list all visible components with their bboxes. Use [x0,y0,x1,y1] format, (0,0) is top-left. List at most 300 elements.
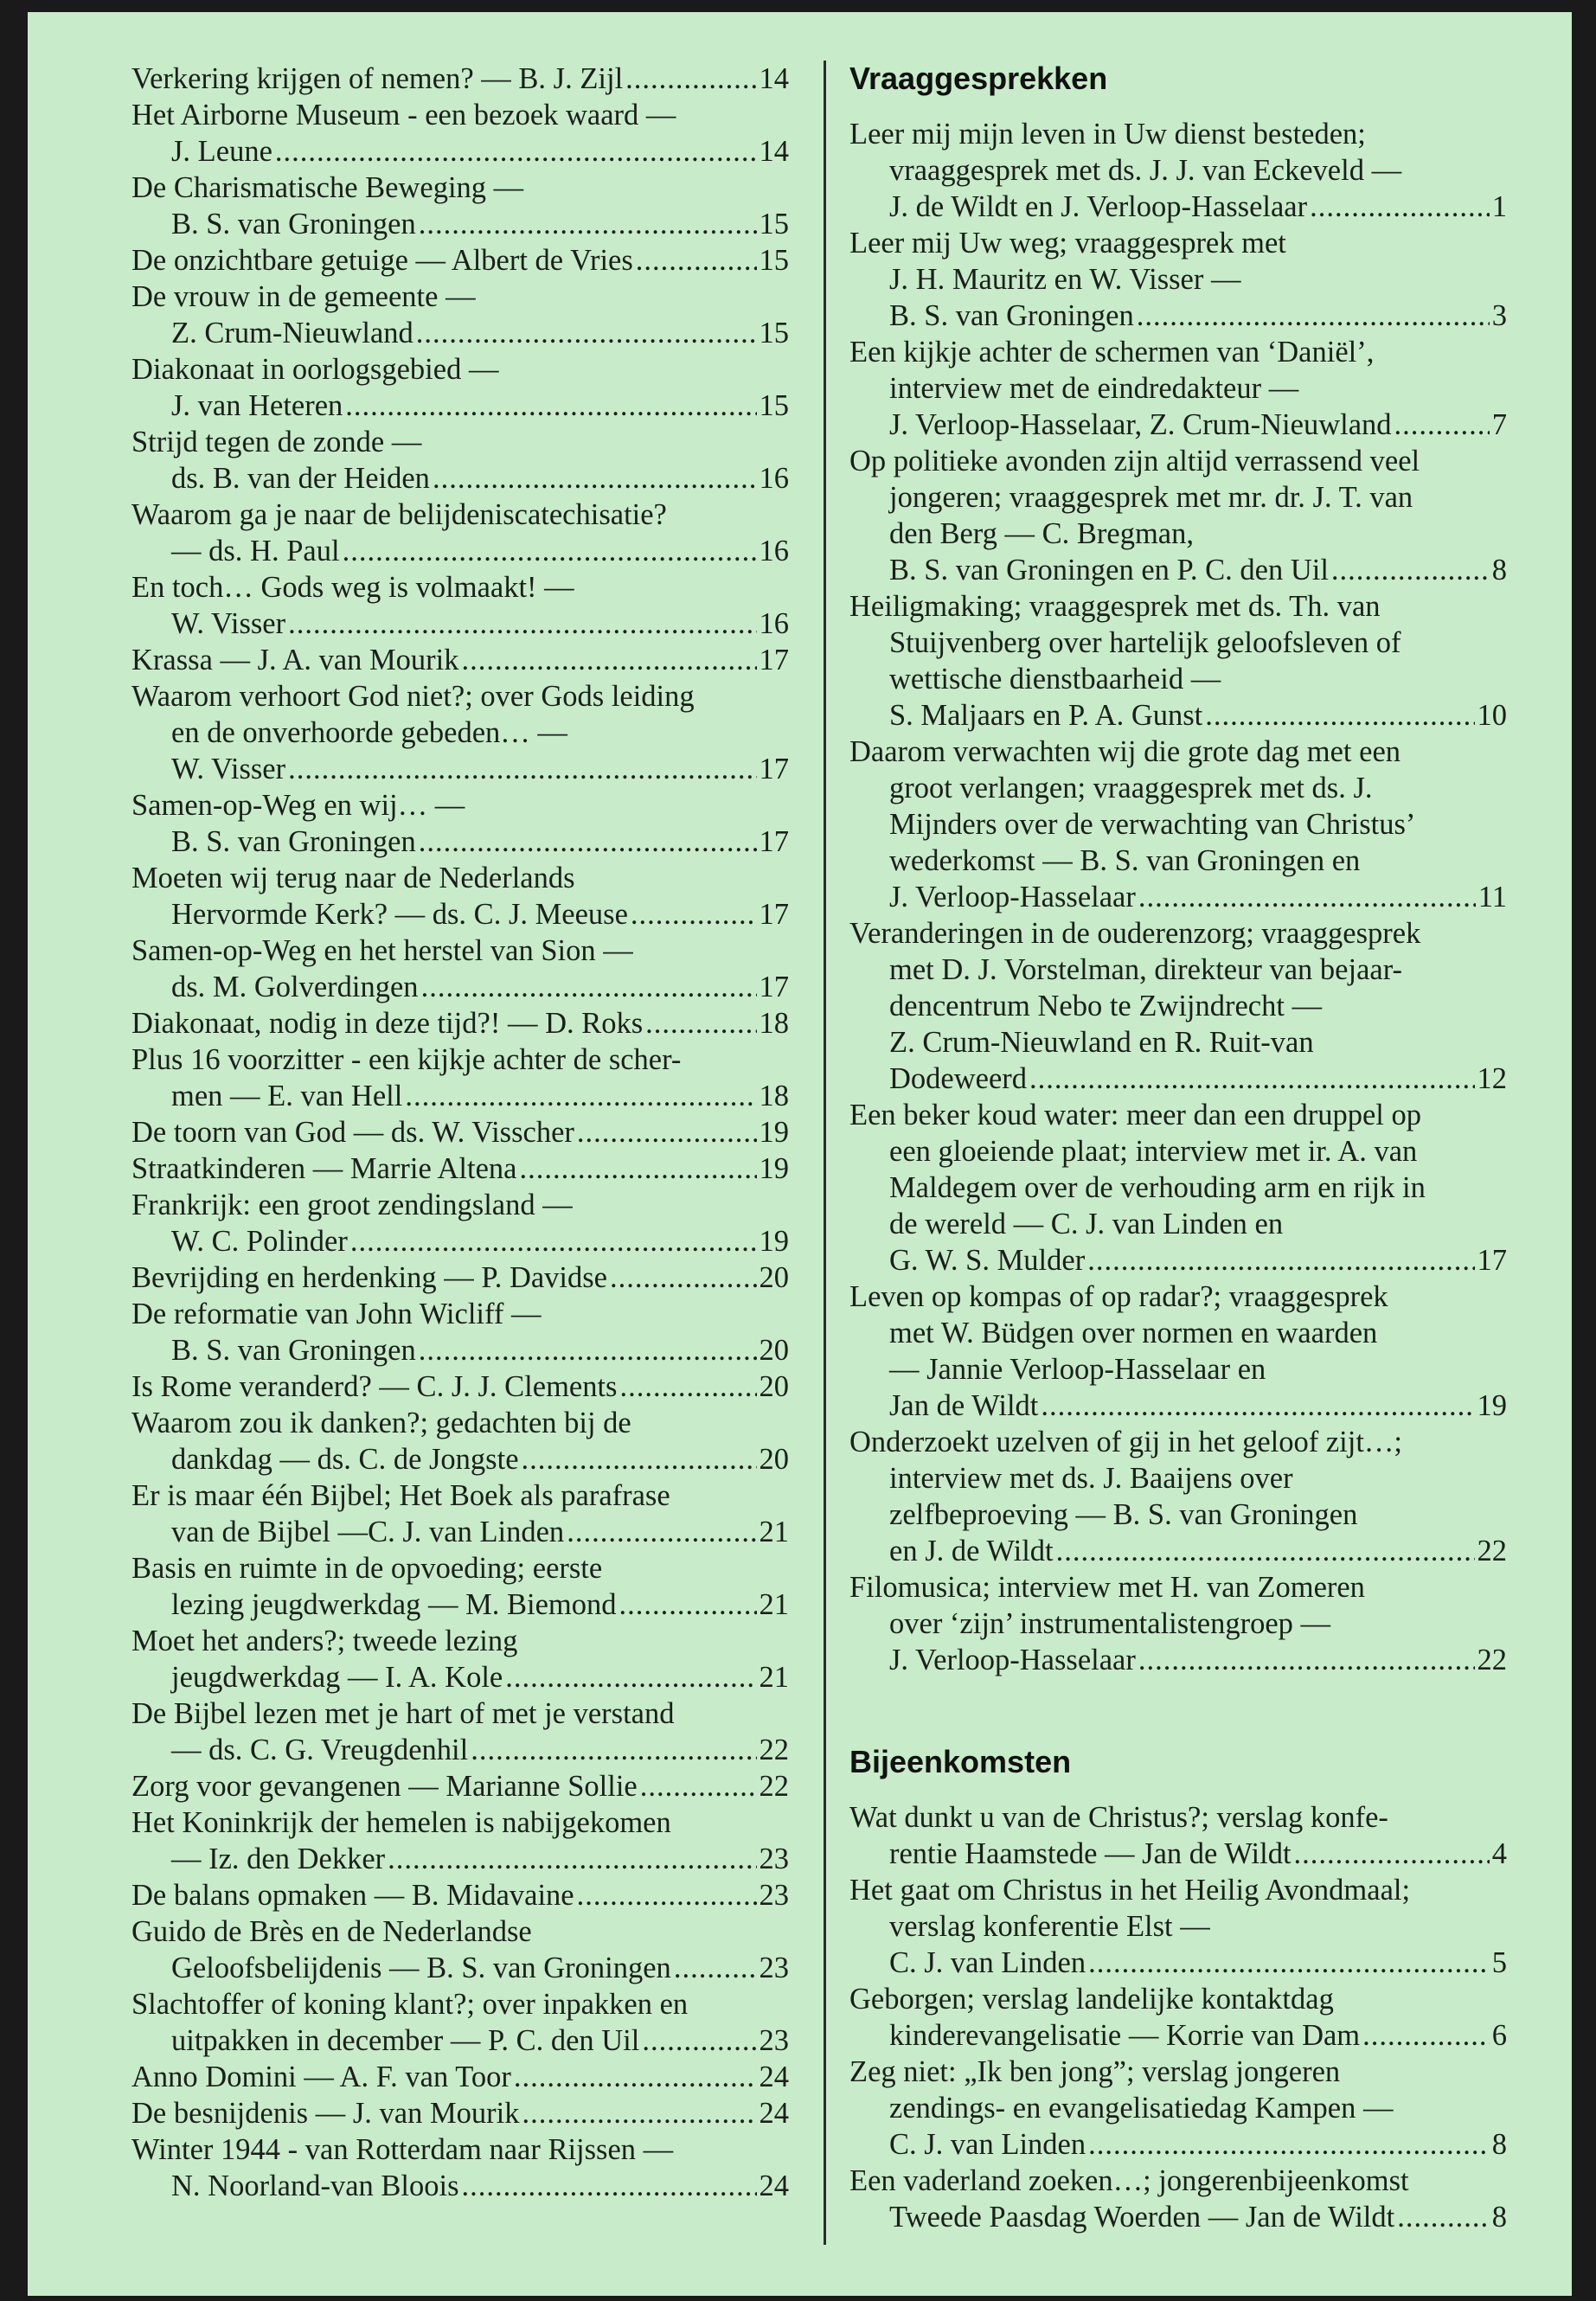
page-number: 14 [759,62,789,95]
entry-text: — ds. C. G. Vreugdenhil [171,1734,469,1766]
column-divider [824,61,826,2245]
entry-text: Daarom verwachten wij die grote dag met een [849,735,1401,768]
dot-leader [462,642,757,678]
dot-leader [462,2168,757,2204]
page-number: 19 [759,1152,789,1185]
index-entry [131,1695,789,1768]
entry-text: De reformatie van John Wicliff — [131,1298,542,1330]
entry-line [849,1351,1507,1388]
index-entry [131,97,789,170]
entry-line [131,1877,789,1913]
entry-text: Leer mij mijn leven in Uw dienst besteden; [849,118,1366,151]
entry-text: verslag konferentie Elst — [889,1910,1210,1943]
index-entry [849,1569,1507,1678]
entry-line [131,97,789,133]
entry-line [849,661,1507,697]
entry-line [849,189,1507,225]
page-number: 6 [1491,2019,1507,2052]
entry-text: De onzichtbare getuige — Albert de Vries [131,244,633,277]
dot-leader [1331,552,1490,588]
page-number: 20 [759,1261,789,1294]
entry-line [849,1170,1507,1206]
entry-line [131,1804,789,1841]
entry-line [849,1533,1507,1569]
entry-text: De vrouw in de gemeente — [131,280,476,313]
entry-line [131,351,789,388]
entry-line [131,2059,789,2095]
entry-line [849,734,1507,770]
index-entry [131,1477,789,1550]
page-number: 20 [759,1370,789,1403]
page-number: 8 [1491,2201,1507,2234]
index-entry [131,1550,789,1623]
entry-text: Moeten wij terug naar de Nederlands [131,862,575,894]
entry-text: Leven op kompas of op radar?; vraaggesprek [849,1280,1388,1313]
dot-leader [619,1586,757,1623]
entry-text: Verkering krijgen of nemen? — B. J. Zijl [131,62,624,95]
entry-text: zelfbeproeving — B. S. van Groningen [889,1498,1358,1531]
entry-text: Hervormde Kerk? — ds. C. J. Meeuse [171,898,628,931]
dot-leader [275,133,757,170]
dot-leader [419,1332,757,1368]
page-number: 23 [759,1843,789,1875]
entry-line [131,1441,789,1477]
entry-line [131,1259,789,1296]
entry-line [131,1623,789,1659]
entry-text: Krassa — J. A. van Mourik [131,644,459,676]
page-number: 24 [759,2061,789,2093]
entry-line [849,697,1507,734]
entry-text: G. W. S. Mulder [889,1244,1086,1277]
dot-leader [522,2095,756,2131]
entry-line [131,497,789,533]
entry-line [131,2168,789,2204]
index-entry [131,351,789,424]
dot-leader [1087,1242,1474,1279]
entry-text: Jan de Wildt [889,1389,1039,1422]
entry-text: Basis en ruimte in de opvoeding; eerste [131,1552,603,1585]
index-entry [131,1368,789,1405]
index-entry [849,225,1507,334]
dot-leader [567,1514,756,1550]
entry-text: De toorn van God — ds. W. Visscher [131,1116,574,1149]
entry-line [131,1477,789,1514]
page-number: 14 [759,135,789,168]
entry-line [131,1913,789,1950]
entry-line [849,625,1507,661]
page-number: 17 [759,825,789,858]
dot-leader [388,1841,756,1877]
index-entry [131,1877,789,1913]
entry-text: J. van Heteren [171,389,343,422]
entry-line [849,2163,1507,2199]
entry-line [131,1223,789,1259]
entry-line [131,424,789,460]
page-number: 11 [1477,881,1507,913]
dot-leader [350,1223,757,1259]
entry-line [849,516,1507,552]
entry-line [849,1206,1507,1242]
entry-text: dencentrum Nebo te Zwijndrecht — [889,990,1323,1022]
entry-text: C. J. van Linden [889,1946,1086,1979]
page-number: 17 [759,753,789,785]
index-entry [131,1187,789,1259]
entry-line [849,988,1507,1024]
entry-text: Geloofsbelijdenis — B. S. van Groningen [171,1952,671,1984]
entry-text: De Charismatische Beweging — [131,171,524,204]
entry-line [131,1514,789,1550]
entry-text: Een beker koud water: meer dan een druppel op [849,1099,1421,1131]
dot-leader [416,315,757,351]
entry-line [849,479,1507,516]
entry-line [849,1315,1507,1351]
entry-text: Er is maar één Bijbel; Het Boek als parafrase [131,1479,670,1512]
entry-line [131,206,789,242]
page-number: 15 [759,244,789,277]
entry-line [131,715,789,751]
entry-line [849,225,1507,261]
entry-line [131,860,789,896]
entry-text: Zorg voor gevangenen — Marianne Sollie [131,1770,638,1803]
index-entry [131,279,789,351]
page-number: 22 [759,1734,789,1766]
entry-line [849,1497,1507,1533]
page-number: 1 [1491,190,1507,223]
entry-text: De besnijdenis — J. van Mourik [131,2097,520,2130]
entry-line [131,1114,789,1150]
index-entry [131,1296,789,1368]
entry-text: Mijnders over de verwachting van Christus’ [889,808,1416,841]
page-number: 22 [1477,1535,1507,1567]
entry-line [849,443,1507,479]
entry-text: uitpakken in december — P. C. den Uil [171,2024,640,2057]
dot-leader [1088,2126,1490,2163]
entry-line [131,896,789,933]
entry-line [131,133,789,170]
entry-text: Leer mij Uw weg; vraaggesprek met [849,227,1286,260]
entry-text: lezing jeugdwerkdag — M. Biemond [171,1588,617,1621]
dot-leader [625,61,756,97]
page-number: 22 [1477,1644,1507,1676]
entry-text: Het Airborne Museum - een bezoek waard — [131,99,676,131]
entry-line [849,588,1507,625]
entry-line [849,1388,1507,1424]
entry-text: Maldegem over de verhouding arm en rijk in [889,1171,1426,1204]
entry-text: W. Visser [171,607,286,640]
entry-line [849,407,1507,443]
entry-line [131,678,789,715]
entry-text: een gloeiende plaat; interview met ir. A. van [889,1135,1418,1168]
entry-text: Stuijvenberg over hartelijk geloofsleven of [889,626,1401,659]
index-entry [131,1986,789,2059]
dot-leader [1310,189,1490,225]
entry-line [131,642,789,678]
entry-line [131,533,789,569]
index-entry [849,1424,1507,1569]
dot-leader [619,1368,756,1405]
index-entry [849,1799,1507,1872]
index-entry [849,1097,1507,1279]
entry-line [849,1606,1507,1642]
entry-line [131,969,789,1005]
dot-leader [1137,298,1490,334]
entry-line [131,1768,789,1804]
entry-text: Onderzoekt uzelven of gij in het geloof zijt…; [849,1426,1403,1458]
entry-text: J. Leune [171,135,272,168]
entry-text: Zeg niet: „Ik ben jong”; verslag jongeren [849,2055,1341,2088]
index-entry [131,170,789,242]
entry-line [131,824,789,860]
entry-text: Samen-op-Weg en wij… — [131,789,465,822]
entry-line [849,298,1507,334]
section-heading: Bijeenkomsten [849,1744,1072,1779]
index-entry [131,642,789,678]
dot-leader [345,388,756,424]
index-entry [131,787,789,860]
entry-text: Diakonaat in oorlogsgebied — [131,353,499,386]
entry-text: jeugdwerkdag — I. A. Kole [171,1661,503,1694]
entry-line [849,1836,1507,1872]
entry-line [849,1061,1507,1097]
index-entry [131,2095,789,2131]
index-entry [131,1042,789,1114]
entry-line [131,279,789,315]
page-number: 17 [1477,1244,1507,1277]
index-entry [849,1872,1507,1981]
page-number: 16 [759,462,789,495]
entry-line [131,1586,789,1623]
entry-line [131,2095,789,2131]
page-number: 3 [1491,299,1507,332]
entry-text: Straatkinderen — Marrie Altena [131,1152,517,1185]
page-number: 8 [1491,2128,1507,2161]
index-entry [131,242,789,279]
index-entry [131,860,789,933]
page-number: 15 [759,317,789,349]
entry-text: zendings- en evangelisatiedag Kampen — [889,2092,1394,2125]
entry-text: men — E. van Hell [171,1080,403,1112]
page-number: 16 [759,607,789,640]
entry-text: W. C. Polinder [171,1225,348,1258]
entry-text: De balans opmaken — B. Midavaine [131,1879,574,1912]
entry-text: interview met ds. J. Baaijens over [889,1462,1293,1495]
dot-leader [631,896,757,933]
entry-line [131,1695,789,1732]
entry-line [849,952,1507,988]
entry-text: ds. B. van der Heiden [171,462,430,495]
entry-line [849,1981,1507,2017]
dot-leader [419,824,757,860]
dot-leader [642,2022,756,2059]
left-column [131,61,789,2204]
index-entry [131,678,789,787]
entry-line [131,170,789,206]
dot-leader [1088,1945,1490,1981]
entry-text: kinderevangelisatie — Korrie van Dam [889,2019,1361,2052]
entry-line [131,606,789,642]
entry-text: Plus 16 voorzitter - een kijkje achter de scher- [131,1043,682,1076]
entry-line [849,915,1507,952]
entry-line [131,1659,789,1695]
entry-line [131,388,789,424]
dot-leader [1041,1388,1474,1424]
entry-line [131,242,789,279]
dot-leader [505,1659,756,1695]
page-number: 22 [759,1770,789,1803]
entry-line [849,1872,1507,1908]
page-number: 17 [759,971,789,1003]
entry-text: Het Koninkrijk der hemelen is nabijgekomen [131,1806,671,1839]
index-entry [131,1114,789,1150]
entry-text: J. H. Mauritz en W. Visser — [889,263,1241,296]
index-entry [131,1913,789,1986]
index-entry [131,1150,789,1187]
entry-text: Bevrijding en herdenking — P. Davidse [131,1261,607,1294]
dot-leader [636,242,757,279]
page-number: 17 [759,898,789,931]
dot-leader [1362,2017,1490,2054]
entry-line [849,843,1507,879]
entry-text: Is Rome veranderd? — C. J. J. Clements [131,1370,618,1403]
entry-line [849,1945,1507,1981]
page-number: 21 [759,1661,789,1694]
entry-text: en J. de Wildt [889,1535,1054,1567]
dot-leader [288,751,756,787]
index-entry [131,1623,789,1695]
entry-text: Wat dunkt u van de Christus?; verslag konfe- [849,1801,1388,1834]
entry-line [131,1550,789,1586]
page-number: 12 [1477,1062,1507,1095]
index-entry [131,2059,789,2095]
entry-text: Veranderingen in de ouderenzorg; vraaggesprek [849,917,1421,950]
entry-text: J. Verloop-Hasselaar, Z. Crum-Nieuwland [889,408,1392,441]
index-entry [849,334,1507,443]
entry-line [131,1078,789,1114]
dot-leader [1205,697,1474,734]
entry-text: N. Noorland-van Bloois [171,2170,459,2202]
dot-leader [288,606,756,642]
entry-line [131,1986,789,2022]
dot-leader [433,460,757,497]
entry-line [131,1950,789,1986]
entry-text: J. Verloop-Hasselaar [889,1644,1136,1676]
entry-text: de wereld — C. J. van Linden en [889,1208,1284,1240]
index-page [28,12,1572,2296]
dot-leader [1138,1642,1475,1678]
entry-line [131,460,789,497]
index-entry [131,2131,789,2204]
page-number: 20 [759,1443,789,1476]
index-entry [131,1005,789,1042]
page-number: 17 [759,644,789,676]
entry-text: Geborgen; verslag landelijke kontaktdag [849,1983,1334,2016]
entry-line [849,261,1507,298]
entry-text: groot verlangen; vraaggesprek met ds. J. [889,772,1373,804]
entry-line [849,2017,1507,2054]
entry-text: Tweede Paasdag Woerden — Jan de Wildt [889,2201,1395,2234]
dot-leader [1138,879,1476,915]
entry-line [849,1024,1507,1061]
entry-line [131,61,789,97]
entry-text: dankdag — ds. C. de Jongste [171,1443,519,1476]
entry-line [849,116,1507,152]
entry-line [131,569,789,606]
entry-text: Z. Crum-Nieuwland [171,317,413,349]
entry-text: over ‘zijn’ instrumentalistengroep — [889,1607,1331,1640]
entry-line [849,1460,1507,1497]
entry-line [849,1642,1507,1678]
page-number: 16 [759,535,789,567]
entry-line [131,1042,789,1078]
page-number: 5 [1491,1946,1507,1979]
entry-text: Waarom ga je naar de belijdeniscatechisatie? [131,498,667,531]
entry-text: den Berg — C. Bregman, [889,517,1194,550]
entry-text: B. S. van Groningen [171,1334,416,1367]
entry-line [131,1187,789,1223]
dot-leader [514,2059,757,2095]
entry-line [849,1097,1507,1133]
index-entry [849,116,1507,225]
index-entry [849,915,1507,1097]
entry-text: S. Maljaars en P. A. Gunst [889,699,1203,732]
entry-text: W. Visser [171,753,286,785]
entry-text: Waarom zou ik danken?; gedachten bij de [131,1407,631,1439]
entry-line [849,152,1507,189]
entry-text: met D. J. Vorstelman, direkteur van bejaar- [889,953,1402,986]
entry-line [131,1841,789,1877]
index-entry [849,1981,1507,2054]
entry-line [849,2054,1507,2090]
index-entry [849,734,1507,915]
entry-text: Op politieke avonden zijn altijd verrassend veel [849,445,1420,478]
entry-line [849,552,1507,588]
page-number: 24 [759,2170,789,2202]
entry-text: ds. M. Golverdingen [171,971,419,1003]
entry-text: van de Bijbel —C. J. van Linden [171,1516,565,1548]
entry-text: Diakonaat, nodig in deze tijd?! — D. Roks [131,1007,644,1040]
page-number: 23 [759,2024,789,2057]
entry-text: B. S. van Groningen [171,208,416,240]
entry-line [849,2199,1507,2235]
page-number: 18 [759,1007,789,1040]
index-entry [131,569,789,642]
dot-leader [1397,2199,1490,2235]
dot-leader [419,206,757,242]
dot-leader [522,1441,757,1477]
entry-text: B. S. van Groningen [889,299,1134,332]
entry-text: Het gaat om Christus in het Heilig Avondmaal; [849,1874,1411,1907]
dot-leader [645,1005,756,1042]
dot-leader [405,1078,756,1114]
entry-text: C. J. van Linden [889,2128,1086,2161]
page-number: 8 [1491,554,1507,586]
entry-line [849,1133,1507,1170]
entry-text: jongeren; vraaggesprek met mr. dr. J. T. van [889,481,1413,514]
entry-text: met W. Büdgen over normen en waarden [889,1317,1378,1349]
entry-line [849,1424,1507,1460]
dot-leader [471,1732,756,1768]
entry-line [131,2131,789,2168]
entry-text: Slachtoffer of koning klant?; over inpakken en [131,1988,689,2021]
index-entry [849,588,1507,734]
index-entry [131,1405,789,1477]
entry-line [849,1279,1507,1315]
entry-text: Samen-op-Weg en het herstel van Sion — [131,934,633,967]
entry-line [131,1332,789,1368]
index-entry [849,2054,1507,2163]
index-entry [131,61,789,97]
page-number: 7 [1491,408,1507,441]
